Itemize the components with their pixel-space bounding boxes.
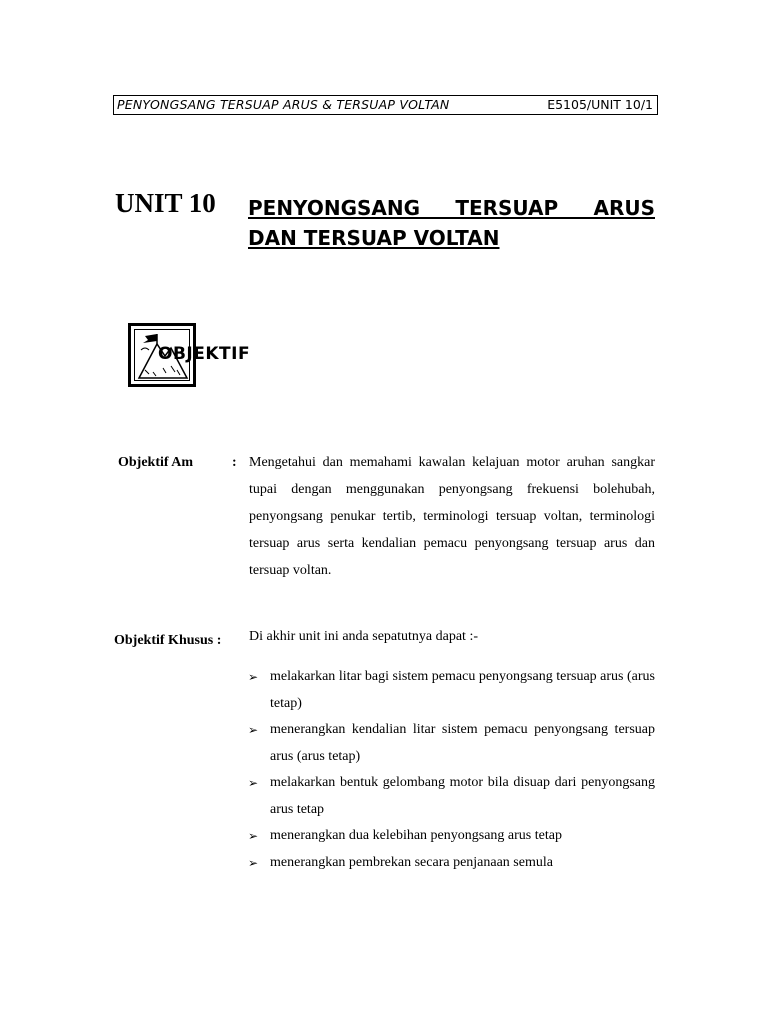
list-item: ➢ menerangkan dua kelebihan penyongsang arus tetap	[248, 823, 655, 850]
objektif-banner	[158, 344, 250, 364]
header-title: PENYONGSANG TERSUAP ARUS & TERSUAP VOLTAN	[117, 97, 450, 112]
unit-title-line-1: PENYONGSANG TERSUAP ARUS	[248, 196, 655, 220]
arrow-bullet-icon: ➢	[248, 829, 259, 843]
arrow-bullet-icon: ➢	[248, 776, 259, 790]
objektif-am-text: Mengetahui dan memahami kawalan kelajuan motor aruhan sangkar tupai dengan menggunakan penyongsang frekuensi bolehubah, penyongsang penukar tertib, terminologi tersuap voltan, terminologi tersuap arus serta kendalian pemacu penyongsang tersuap arus dan tersuap voltan.	[249, 455, 655, 578]
objektif-khusus-label: Objektif Khusus :	[114, 633, 222, 648]
objektif-khusus-list	[248, 664, 655, 876]
unit-title-line-2: DAN TERSUAP VOLTAN	[248, 226, 500, 250]
arrow-bullet-icon: ➢	[248, 855, 259, 870]
running-header	[113, 95, 658, 115]
list-item: ➢ menerangkan pembrekan secara penjanaan semula	[248, 850, 655, 877]
list-item: ➢ menerangkan kendalian litar sistem pemacu penyongsang tersuap arus (arus tetap)	[248, 717, 655, 770]
arrow-bullet-icon: ➢	[248, 670, 259, 684]
objektif-am-colon: :	[232, 455, 237, 470]
list-item: ➢ melakarkan bentuk gelombang motor bila disuap dari penyongsang arus tetap	[248, 770, 655, 823]
objektif-banner-rest: EKTIF	[193, 344, 251, 364]
objektif-khusus-intro: Di akhir unit ini anda sepatutnya dapat :-	[249, 629, 478, 644]
objektif-am-label: Objektif Am	[118, 455, 194, 470]
arrow-bullet-icon: ➢	[248, 723, 259, 737]
unit-title	[248, 193, 655, 253]
objektif-banner-first: OBJ	[158, 344, 194, 364]
header-page-code: E5105/UNIT 10/1	[547, 97, 653, 112]
unit-number: UNIT 10	[115, 188, 216, 218]
list-item: ➢ melakarkan litar bagi sistem pemacu penyongsang tersuap arus (arus tetap)	[248, 664, 655, 717]
